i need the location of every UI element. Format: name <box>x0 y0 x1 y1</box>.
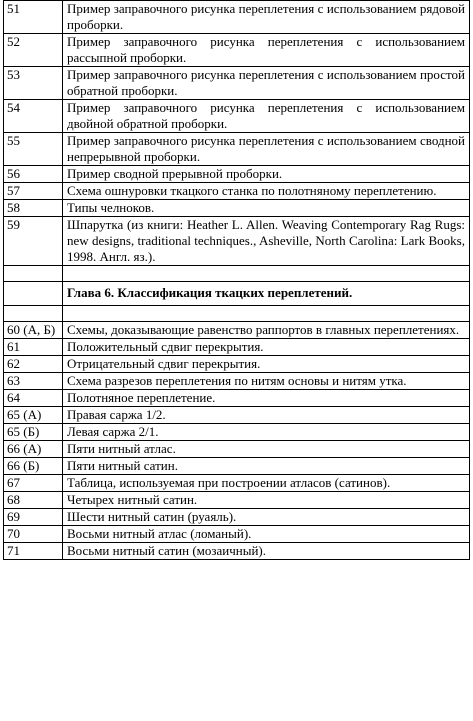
row-number <box>4 282 63 306</box>
row-number: 71 <box>4 543 63 560</box>
row-number: 60 (А, Б) <box>4 322 63 339</box>
row-description: Пример заправочного рисунка переплетения с использованием двойной обратной проборки. <box>63 100 470 133</box>
row-description: Схема ошнуровки ткацкого станка по полотняному переплетению. <box>63 183 470 200</box>
table-row <box>4 217 470 266</box>
row-number: 61 <box>4 339 63 356</box>
table-row <box>4 475 470 492</box>
table-row <box>4 200 470 217</box>
row-description: Таблица, используемая при построении атласов (сатинов). <box>63 475 470 492</box>
table-row <box>4 356 470 373</box>
row-description: Пример сводной прерывной проборки. <box>63 166 470 183</box>
table-row-blank <box>4 306 470 322</box>
table-row <box>4 390 470 407</box>
table-row <box>4 67 470 100</box>
row-description: Восьми нитный атлас (ломаный). <box>63 526 470 543</box>
row-number: 54 <box>4 100 63 133</box>
row-number: 64 <box>4 390 63 407</box>
table-row-blank <box>4 266 470 282</box>
row-number <box>4 306 63 322</box>
table-row <box>4 100 470 133</box>
row-description: Полотняное переплетение. <box>63 390 470 407</box>
row-number: 56 <box>4 166 63 183</box>
row-number: 62 <box>4 356 63 373</box>
row-description: Отрицательный сдвиг перекрытия. <box>63 356 470 373</box>
row-description: Пример заправочного рисунка переплетения с использованием простой обратной проборки. <box>63 67 470 100</box>
row-number: 53 <box>4 67 63 100</box>
row-number: 58 <box>4 200 63 217</box>
table-row <box>4 407 470 424</box>
row-description: Правая саржа 1/2. <box>63 407 470 424</box>
table-row <box>4 339 470 356</box>
row-description: Левая саржа 2/1. <box>63 424 470 441</box>
row-number: 63 <box>4 373 63 390</box>
row-description: Шести нитный сатин (руаяль). <box>63 509 470 526</box>
row-description: Пяти нитный атлас. <box>63 441 470 458</box>
row-description: Схемы, доказывающие равенство раппортов в главных переплетениях. <box>63 322 470 339</box>
table-row <box>4 492 470 509</box>
table-row <box>4 373 470 390</box>
row-description <box>63 266 470 282</box>
row-description: Шпарутка (из книги: Heather L. Allen. Weaving Contemporary Rag Rugs: new designs, traditional techniques., Asheville, North Carolina: Lark Books, 1998. Англ. яз.). <box>63 217 470 266</box>
row-number: 52 <box>4 34 63 67</box>
table-row <box>4 1 470 34</box>
row-number: 67 <box>4 475 63 492</box>
table-row <box>4 526 470 543</box>
row-number: 69 <box>4 509 63 526</box>
row-number: 68 <box>4 492 63 509</box>
row-number: 57 <box>4 183 63 200</box>
row-number <box>4 266 63 282</box>
row-number: 65 (Б) <box>4 424 63 441</box>
table-row <box>4 322 470 339</box>
row-description <box>63 306 470 322</box>
row-description: Восьми нитный сатин (мозаичный). <box>63 543 470 560</box>
row-description: Пяти нитный сатин. <box>63 458 470 475</box>
row-description: Схема разрезов переплетения по нитям основы и нитям утка. <box>63 373 470 390</box>
table-row <box>4 183 470 200</box>
row-number: 66 (А) <box>4 441 63 458</box>
row-description: Пример заправочного рисунка переплетения с использованием рассыпной проборки. <box>63 34 470 67</box>
row-description: Положительный сдвиг перекрытия. <box>63 339 470 356</box>
row-number: 65 (А) <box>4 407 63 424</box>
table-row <box>4 34 470 67</box>
row-description: Пример заправочного рисунка переплетения с использованием сводной непрерывной проборки. <box>63 133 470 166</box>
table-row <box>4 441 470 458</box>
row-description: Пример заправочного рисунка переплетения с использованием рядовой проборки. <box>63 1 470 34</box>
table-row <box>4 424 470 441</box>
table-row <box>4 133 470 166</box>
table-row <box>4 543 470 560</box>
table-row <box>4 458 470 475</box>
table-row <box>4 509 470 526</box>
chapter-heading-row <box>4 282 470 306</box>
row-number: 66 (Б) <box>4 458 63 475</box>
figure-list-table <box>3 0 470 560</box>
row-number: 59 <box>4 217 63 266</box>
row-number: 51 <box>4 1 63 34</box>
row-number: 70 <box>4 526 63 543</box>
row-number: 55 <box>4 133 63 166</box>
row-description: Типы челноков. <box>63 200 470 217</box>
chapter-heading: Глава 6. Классификация ткацких переплетений. <box>63 282 470 306</box>
table-row <box>4 166 470 183</box>
row-description: Четырех нитный сатин. <box>63 492 470 509</box>
